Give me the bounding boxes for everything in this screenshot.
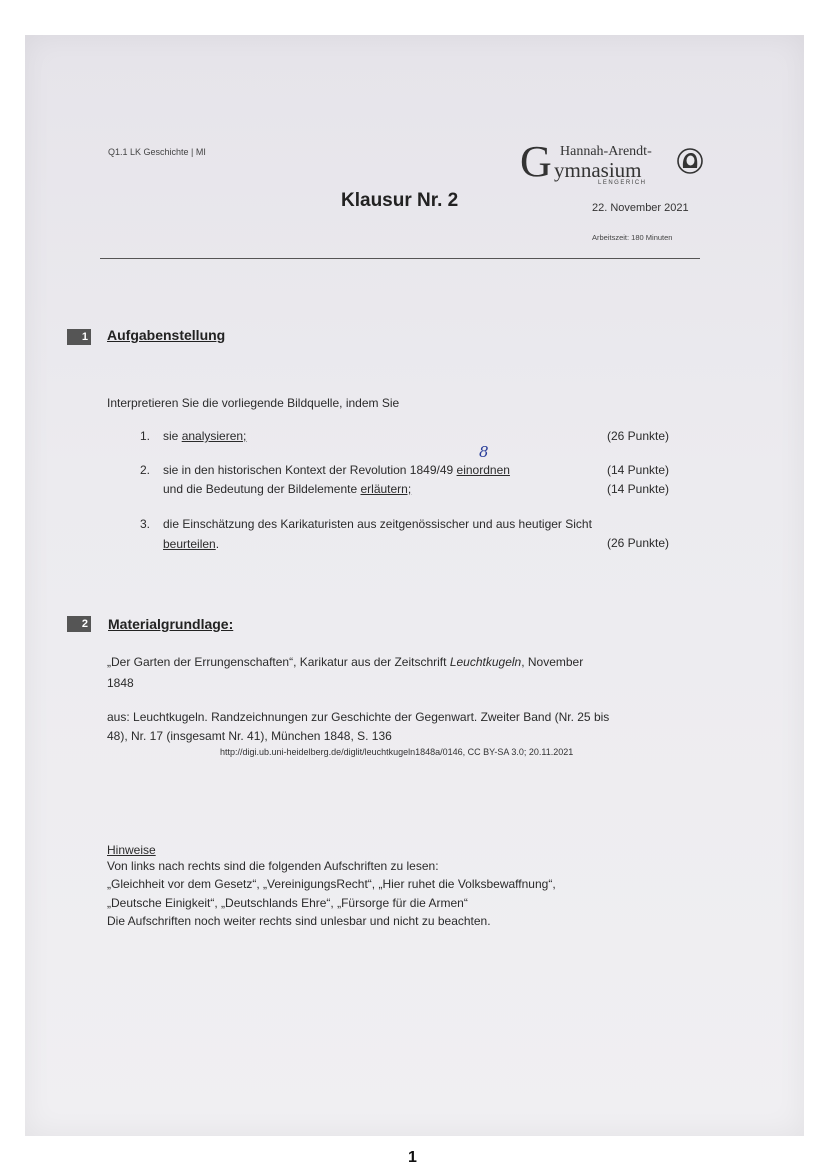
task-2-year-digit: 9	[429, 463, 437, 477]
task-1-text	[163, 429, 246, 443]
task-2-verb-1: einordnen	[456, 463, 510, 477]
section-1-title: Aufgabenstellung	[107, 327, 226, 343]
task-2-verb-2: erläutern;	[360, 482, 412, 496]
section-2-number: 2	[67, 616, 91, 632]
task-1-pre: sie	[163, 429, 182, 443]
task-2-line-2	[163, 482, 411, 496]
page-number: 1	[408, 1149, 417, 1166]
task-2-points-2: (14 Punkte)	[607, 482, 670, 496]
work-time: Arbeitszeit: 180 Minuten	[592, 233, 673, 242]
task-3-line-2	[163, 537, 219, 551]
source-line-1-post: , November	[521, 655, 584, 669]
task-3-verb: beurteilen	[163, 537, 216, 551]
course-label: Q1.1 LK Geschichte | MI	[108, 147, 206, 157]
school-logo	[520, 137, 706, 190]
source-line-2: 1848	[107, 676, 134, 690]
hints-line-3: „Deutsche Einigkeit“, „Deutschlands Ehre“, „Fürsorge für die Armen“	[107, 896, 468, 910]
task-3-end: .	[215, 537, 220, 551]
exam-date: 22. November 2021	[592, 202, 689, 214]
task-2-points-1: (14 Punkte)	[607, 463, 670, 477]
task-2-number: 2.	[140, 463, 151, 477]
task-3-points: (26 Punkte)	[607, 536, 670, 550]
task-1-verb: analysieren;	[181, 429, 247, 443]
reference-line-2: 48), Nr. 17 (insgesamt Nr. 41), München 1848, S. 136	[107, 729, 392, 743]
task-intro: Interpretieren Sie die vorliegende Bildquelle, indem Sie	[107, 396, 400, 410]
reference-line-1: aus: Leuchtkugeln. Randzeichnungen zur Geschichte der Gegenwart. Zweiter Band (Nr. 25 bis	[107, 710, 610, 724]
logo-line-1: Hannah-Arendt-	[560, 144, 652, 159]
logo-line-2: ymnasium	[554, 158, 642, 182]
task-2-line-2-pre: und die Bedeutung der Bildelemente	[163, 482, 361, 496]
task-2-line-1	[163, 463, 510, 477]
section-2-title: Materialgrundlage:	[108, 616, 234, 632]
logo-line-3: LENGERICH	[598, 180, 647, 186]
task-1-points: (26 Punkte)	[607, 429, 670, 443]
source-url: http://digi.ub.uni-heidelberg.de/diglit/leuchtkugeln1848a/0146, CC BY-SA 3.0; 20.11.2021	[220, 747, 574, 757]
source-line-1	[107, 655, 583, 669]
task-2-line-1-mid: /49	[436, 463, 457, 477]
hints-title: Hinweise	[107, 843, 156, 857]
exam-title: Klausur Nr. 2	[341, 190, 459, 211]
hints-line-1: Von links nach rechts sind die folgenden Aufschriften zu lesen:	[107, 859, 439, 873]
header-divider	[100, 258, 700, 259]
source-journal: Leuchtkugeln	[449, 655, 522, 669]
hints-line-2: „Gleichheit vor dem Gesetz“, „VereinigungsRecht“, „Hier ruhet die Volksbewaffnung“,	[107, 877, 556, 891]
hints-line-4: Die Aufschriften noch weiter rechts sind unlesbar und nicht zu beachten.	[107, 914, 491, 928]
task-1-number: 1.	[140, 429, 151, 443]
task-2-line-1-pre: sie in den historischen Kontext der Revolution 184	[163, 463, 430, 477]
handwritten-correction: 8	[479, 443, 489, 461]
logo-letter-g: G	[520, 137, 552, 186]
task-3-number: 3.	[140, 517, 151, 531]
task-3-line-1: die Einschätzung des Karikaturisten aus zeitgenössischer und aus heutiger Sicht	[163, 517, 592, 531]
section-1-number: 1	[67, 329, 91, 345]
portrait-icon	[677, 148, 703, 174]
source-line-1-pre: „Der Garten der Errungenschaften“, Karikatur aus der Zeitschrift	[107, 655, 450, 669]
